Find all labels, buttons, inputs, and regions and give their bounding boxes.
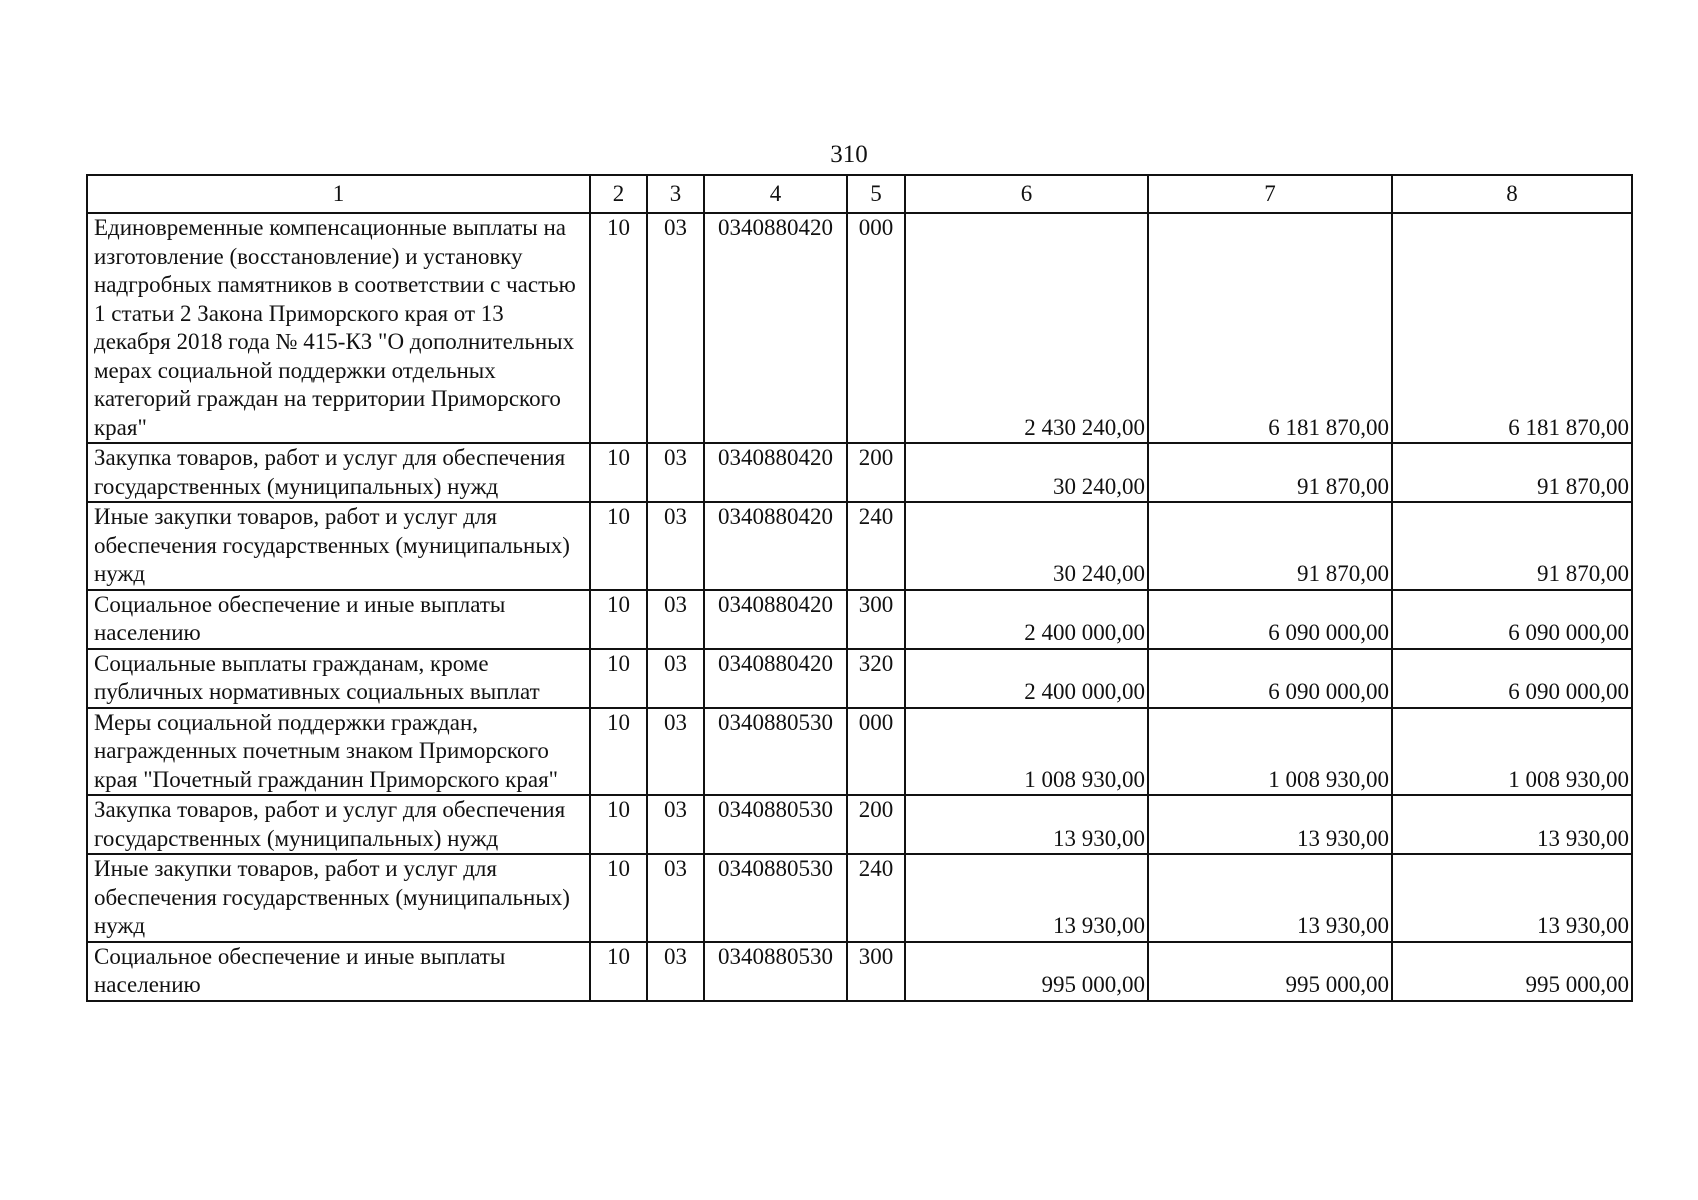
amount-col-6: 1 008 930,00	[905, 708, 1148, 796]
table-row	[87, 649, 1632, 708]
table-row	[87, 502, 1632, 590]
amount-col-8: 995 000,00	[1392, 942, 1632, 1001]
subsection-code: 03	[647, 854, 704, 942]
section-code: 10	[590, 795, 647, 854]
table-row	[87, 942, 1632, 1001]
section-code: 10	[590, 213, 647, 443]
target-code: 0340880420	[704, 649, 847, 708]
amount-col-6: 13 930,00	[905, 854, 1148, 942]
header-cell: 6	[905, 175, 1148, 213]
amount-col-6: 30 240,00	[905, 502, 1148, 590]
header-cell: 7	[1148, 175, 1392, 213]
header-cell: 8	[1392, 175, 1632, 213]
amount-col-8: 13 930,00	[1392, 795, 1632, 854]
target-code: 0340880420	[704, 590, 847, 649]
expense-type-code: 320	[847, 649, 905, 708]
table-row	[87, 795, 1632, 854]
amount-col-8: 6 090 000,00	[1392, 590, 1632, 649]
amount-col-7: 6 090 000,00	[1148, 590, 1392, 649]
row-name: Закупка товаров, работ и услуг для обеспечения государственных (муниципальных) нужд	[87, 443, 590, 502]
expense-type-code: 300	[847, 590, 905, 649]
table-row	[87, 213, 1632, 443]
target-code: 0340880530	[704, 854, 847, 942]
subsection-code: 03	[647, 708, 704, 796]
section-code: 10	[590, 854, 647, 942]
amount-col-8: 91 870,00	[1392, 502, 1632, 590]
amount-col-7: 6 090 000,00	[1148, 649, 1392, 708]
subsection-code: 03	[647, 213, 704, 443]
target-code: 0340880530	[704, 795, 847, 854]
subsection-code: 03	[647, 590, 704, 649]
amount-col-7: 6 181 870,00	[1148, 213, 1392, 443]
section-code: 10	[590, 443, 647, 502]
amount-col-6: 2 430 240,00	[905, 213, 1148, 443]
header-cell: 4	[704, 175, 847, 213]
expense-type-code: 200	[847, 443, 905, 502]
table-row	[87, 854, 1632, 942]
expense-type-code: 300	[847, 942, 905, 1001]
header-cell: 5	[847, 175, 905, 213]
table-row	[87, 590, 1632, 649]
budget-table	[86, 174, 1633, 1002]
section-code: 10	[590, 590, 647, 649]
amount-col-6: 13 930,00	[905, 795, 1148, 854]
header-cell: 3	[647, 175, 704, 213]
section-code: 10	[590, 649, 647, 708]
amount-col-8: 1 008 930,00	[1392, 708, 1632, 796]
row-name: Меры социальной поддержки граждан, награжденных почетным знаком Приморского края "Почетный гражданин Приморского края"	[87, 708, 590, 796]
amount-col-6: 30 240,00	[905, 443, 1148, 502]
amount-col-7: 91 870,00	[1148, 502, 1392, 590]
amount-col-6: 2 400 000,00	[905, 590, 1148, 649]
subsection-code: 03	[647, 443, 704, 502]
row-name: Иные закупки товаров, работ и услуг для обеспечения государственных (муниципальных) нужд	[87, 854, 590, 942]
subsection-code: 03	[647, 649, 704, 708]
amount-col-7: 995 000,00	[1148, 942, 1392, 1001]
subsection-code: 03	[647, 942, 704, 1001]
section-code: 10	[590, 502, 647, 590]
amount-col-7: 13 930,00	[1148, 854, 1392, 942]
header-row	[87, 175, 1632, 213]
amount-col-7: 13 930,00	[1148, 795, 1392, 854]
expense-type-code: 240	[847, 854, 905, 942]
expense-type-code: 240	[847, 502, 905, 590]
amount-col-6: 2 400 000,00	[905, 649, 1148, 708]
table-row	[87, 443, 1632, 502]
target-code: 0340880420	[704, 502, 847, 590]
row-name: Социальное обеспечение и иные выплаты населению	[87, 942, 590, 1001]
subsection-code: 03	[647, 795, 704, 854]
header-cell: 2	[590, 175, 647, 213]
amount-col-6: 995 000,00	[905, 942, 1148, 1001]
row-name: Иные закупки товаров, работ и услуг для обеспечения государственных (муниципальных) нужд	[87, 502, 590, 590]
row-name: Социальные выплаты гражданам, кроме публичных нормативных социальных выплат	[87, 649, 590, 708]
section-code: 10	[590, 942, 647, 1001]
target-code: 0340880420	[704, 443, 847, 502]
amount-col-8: 6 090 000,00	[1392, 649, 1632, 708]
expense-type-code: 000	[847, 213, 905, 443]
row-name: Единовременные компенсационные выплаты на изготовление (восстановление) и установку надгробных памятников в соответствии с частью 1 статьи 2 Закона Приморского края от 13 декабря 2018 года № 415-КЗ "О дополнительных мерах социальной поддержки отдельных категорий граждан на территории Приморского края"	[87, 213, 590, 443]
row-name: Социальное обеспечение и иные выплаты населению	[87, 590, 590, 649]
header-cell: 1	[87, 175, 590, 213]
amount-col-7: 1 008 930,00	[1148, 708, 1392, 796]
amount-col-8: 91 870,00	[1392, 443, 1632, 502]
page-number: 310	[830, 141, 868, 168]
expense-type-code: 200	[847, 795, 905, 854]
subsection-code: 03	[647, 502, 704, 590]
table-row	[87, 708, 1632, 796]
row-name: Закупка товаров, работ и услуг для обеспечения государственных (муниципальных) нужд	[87, 795, 590, 854]
target-code: 0340880420	[704, 213, 847, 443]
amount-col-8: 6 181 870,00	[1392, 213, 1632, 443]
section-code: 10	[590, 708, 647, 796]
expense-type-code: 000	[847, 708, 905, 796]
target-code: 0340880530	[704, 708, 847, 796]
amount-col-7: 91 870,00	[1148, 443, 1392, 502]
amount-col-8: 13 930,00	[1392, 854, 1632, 942]
target-code: 0340880530	[704, 942, 847, 1001]
